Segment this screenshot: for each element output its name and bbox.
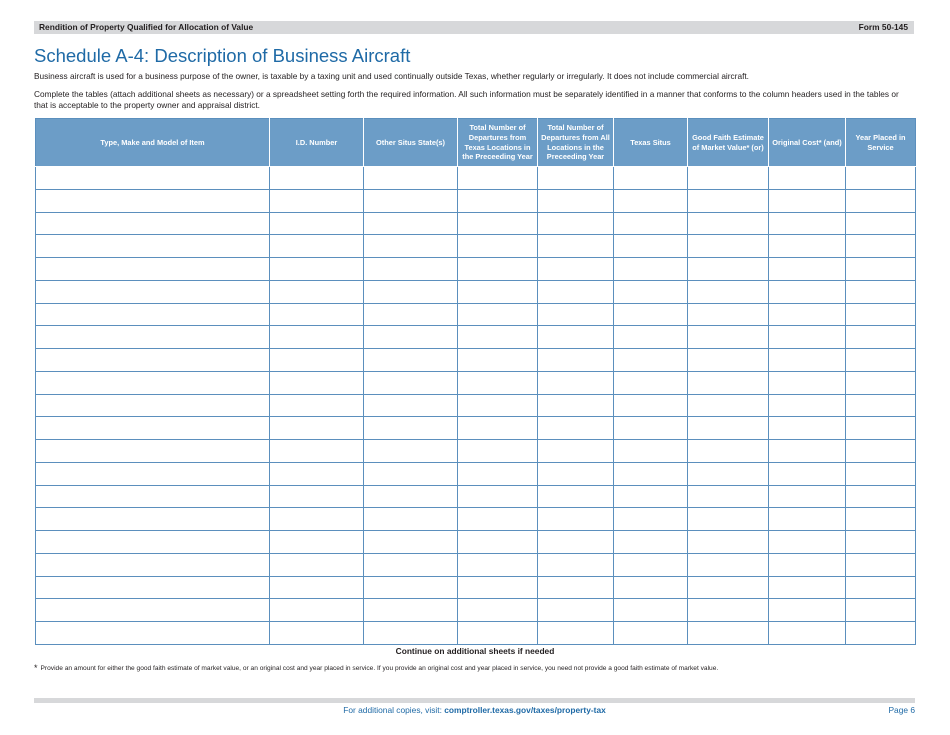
table-row — [36, 303, 916, 326]
cell-other-situs-states[interactable] — [364, 371, 458, 394]
cell-other-situs-states[interactable] — [364, 599, 458, 622]
cell-all-departures[interactable] — [538, 576, 614, 599]
cell-texas-situs[interactable] — [614, 508, 688, 531]
cell-texas-departures[interactable] — [458, 440, 538, 463]
instructions-paragraph: Complete the tables (attach additional sheets as necessary) or a spreadsheet setting forth the required information. All such information must be separately identified in a manner that conforms to the column headers used in the tables or that is acceptable to the property owner and appraisal district. — [34, 89, 899, 110]
table-row — [36, 212, 916, 235]
cell-market-value[interactable] — [688, 371, 769, 394]
cell-all-departures[interactable] — [538, 189, 614, 212]
cell-year-placed[interactable] — [846, 462, 916, 485]
cell-original-cost[interactable] — [769, 394, 846, 417]
table-row — [36, 462, 916, 485]
column-header-year-placed: Year Placed in Service — [846, 119, 916, 167]
cell-texas-situs[interactable] — [614, 462, 688, 485]
cell-all-departures[interactable] — [538, 508, 614, 531]
cell-market-value[interactable] — [688, 235, 769, 258]
cell-other-situs-states[interactable] — [364, 553, 458, 576]
cell-type-make-model[interactable] — [36, 531, 270, 554]
cell-all-departures[interactable] — [538, 303, 614, 326]
cell-id-number[interactable] — [270, 167, 364, 190]
table-row — [36, 440, 916, 463]
table-row — [36, 235, 916, 258]
cell-original-cost[interactable] — [769, 189, 846, 212]
cell-type-make-model[interactable] — [36, 189, 270, 212]
cell-id-number[interactable] — [270, 462, 364, 485]
cell-all-departures[interactable] — [538, 167, 614, 190]
cell-year-placed[interactable] — [846, 622, 916, 645]
cell-original-cost[interactable] — [769, 553, 846, 576]
table-row — [36, 599, 916, 622]
cell-all-departures[interactable] — [538, 258, 614, 281]
cell-type-make-model[interactable] — [36, 485, 270, 508]
cell-market-value[interactable] — [688, 417, 769, 440]
cell-other-situs-states[interactable] — [364, 189, 458, 212]
cell-id-number[interactable] — [270, 258, 364, 281]
cell-market-value[interactable] — [688, 508, 769, 531]
table-header-row — [36, 119, 916, 167]
cell-market-value[interactable] — [688, 553, 769, 576]
cell-type-make-model[interactable] — [36, 212, 270, 235]
cell-original-cost[interactable] — [769, 462, 846, 485]
cell-other-situs-states[interactable] — [364, 462, 458, 485]
cell-other-situs-states[interactable] — [364, 440, 458, 463]
cell-id-number[interactable] — [270, 280, 364, 303]
cell-type-make-model[interactable] — [36, 303, 270, 326]
table-row — [36, 394, 916, 417]
cell-original-cost[interactable] — [769, 212, 846, 235]
cell-all-departures[interactable] — [538, 599, 614, 622]
cell-other-situs-states[interactable] — [364, 576, 458, 599]
column-header-original-cost: Original Cost* (and) — [769, 119, 846, 167]
cell-original-cost[interactable] — [769, 576, 846, 599]
cell-all-departures[interactable] — [538, 212, 614, 235]
form-header-bar — [34, 21, 914, 34]
cell-other-situs-states[interactable] — [364, 280, 458, 303]
comptroller-link[interactable]: comptroller.texas.gov/taxes/property-tax — [444, 705, 606, 715]
cell-year-placed[interactable] — [846, 440, 916, 463]
cell-texas-situs[interactable] — [614, 258, 688, 281]
cell-other-situs-states[interactable] — [364, 349, 458, 372]
cell-id-number[interactable] — [270, 622, 364, 645]
cell-all-departures[interactable] — [538, 622, 614, 645]
cell-type-make-model[interactable] — [36, 235, 270, 258]
cell-id-number[interactable] — [270, 303, 364, 326]
cell-texas-situs[interactable] — [614, 235, 688, 258]
cell-market-value[interactable] — [688, 599, 769, 622]
page-footer — [34, 704, 915, 716]
column-header-texas-situs: Texas Situs — [614, 119, 688, 167]
cell-texas-departures[interactable] — [458, 417, 538, 440]
table-row — [36, 508, 916, 531]
cell-original-cost[interactable] — [769, 508, 846, 531]
table-row — [36, 371, 916, 394]
cell-type-make-model[interactable] — [36, 417, 270, 440]
cell-type-make-model[interactable] — [36, 167, 270, 190]
cell-texas-situs[interactable] — [614, 622, 688, 645]
cell-all-departures[interactable] — [538, 280, 614, 303]
cell-id-number[interactable] — [270, 394, 364, 417]
cell-year-placed[interactable] — [846, 576, 916, 599]
cell-id-number[interactable] — [270, 189, 364, 212]
cell-texas-situs[interactable] — [614, 371, 688, 394]
cell-market-value[interactable] — [688, 349, 769, 372]
cell-market-value[interactable] — [688, 258, 769, 281]
table-row — [36, 349, 916, 372]
cell-other-situs-states[interactable] — [364, 167, 458, 190]
cell-texas-situs[interactable] — [614, 189, 688, 212]
cell-original-cost[interactable] — [769, 531, 846, 554]
footnote-text: Provide an amount for either the good faith estimate of market value, or an original cost and year placed in service. If you provide an original cost and year placed in service, you need not provide a good faith estimate of market value. — [40, 665, 719, 672]
cell-year-placed[interactable] — [846, 258, 916, 281]
cell-year-placed[interactable] — [846, 235, 916, 258]
table-row — [36, 622, 916, 645]
cell-texas-departures[interactable] — [458, 622, 538, 645]
table-row — [36, 531, 916, 554]
cell-id-number[interactable] — [270, 326, 364, 349]
cell-texas-departures[interactable] — [458, 212, 538, 235]
cell-all-departures[interactable] — [538, 235, 614, 258]
table-row — [36, 258, 916, 281]
cell-market-value[interactable] — [688, 326, 769, 349]
cell-all-departures[interactable] — [538, 462, 614, 485]
cell-market-value[interactable] — [688, 280, 769, 303]
cell-year-placed[interactable] — [846, 417, 916, 440]
cell-texas-departures[interactable] — [458, 235, 538, 258]
cell-other-situs-states[interactable] — [364, 622, 458, 645]
cell-texas-situs[interactable] — [614, 326, 688, 349]
cell-id-number[interactable] — [270, 576, 364, 599]
cell-id-number[interactable] — [270, 508, 364, 531]
cell-id-number[interactable] — [270, 417, 364, 440]
cell-market-value[interactable] — [688, 303, 769, 326]
cell-texas-situs[interactable] — [614, 576, 688, 599]
cell-type-make-model[interactable] — [36, 576, 270, 599]
cell-all-departures[interactable] — [538, 440, 614, 463]
cell-texas-situs[interactable] — [614, 303, 688, 326]
cell-type-make-model[interactable] — [36, 622, 270, 645]
cell-year-placed[interactable] — [846, 394, 916, 417]
cell-texas-situs[interactable] — [614, 485, 688, 508]
continue-note: Continue on additional sheets if needed — [395, 646, 555, 656]
cell-year-placed[interactable] — [846, 280, 916, 303]
column-header-texas-departures: Total Number of Departures from Texas Locations in the Preceeding Year — [458, 119, 538, 167]
cell-texas-departures[interactable] — [458, 462, 538, 485]
cell-market-value[interactable] — [688, 189, 769, 212]
cell-all-departures[interactable] — [538, 394, 614, 417]
cell-id-number[interactable] — [270, 371, 364, 394]
cell-year-placed[interactable] — [846, 326, 916, 349]
cell-id-number[interactable] — [270, 212, 364, 235]
cell-type-make-model[interactable] — [36, 326, 270, 349]
cell-type-make-model[interactable] — [36, 349, 270, 372]
cell-type-make-model[interactable] — [36, 258, 270, 281]
cell-year-placed[interactable] — [846, 371, 916, 394]
cell-original-cost[interactable] — [769, 349, 846, 372]
cell-id-number[interactable] — [270, 553, 364, 576]
cell-all-departures[interactable] — [538, 485, 614, 508]
cell-original-cost[interactable] — [769, 280, 846, 303]
table-row — [36, 553, 916, 576]
cell-original-cost[interactable] — [769, 167, 846, 190]
cell-texas-departures[interactable] — [458, 349, 538, 372]
cell-texas-departures[interactable] — [458, 189, 538, 212]
intro-paragraph: Business aircraft is used for a business purpose of the owner, is taxable by a taxing unit and used continually outside Texas, whether regularly or irregularly. It does not include commercial aircraft. — [34, 71, 749, 81]
cell-type-make-model[interactable] — [36, 462, 270, 485]
cell-original-cost[interactable] — [769, 417, 846, 440]
cell-type-make-model[interactable] — [36, 280, 270, 303]
page-number: Page 6 — [888, 705, 915, 715]
cell-year-placed[interactable] — [846, 212, 916, 235]
cell-texas-situs[interactable] — [614, 599, 688, 622]
cell-texas-situs[interactable] — [614, 440, 688, 463]
footnote-marker: * — [34, 663, 38, 673]
cell-year-placed[interactable] — [846, 531, 916, 554]
cell-texas-situs[interactable] — [614, 280, 688, 303]
footer-bar — [34, 698, 915, 703]
cell-texas-departures[interactable] — [458, 394, 538, 417]
cell-market-value[interactable] — [688, 440, 769, 463]
cell-market-value[interactable] — [688, 462, 769, 485]
cell-all-departures[interactable] — [538, 417, 614, 440]
cell-texas-situs[interactable] — [614, 167, 688, 190]
cell-market-value[interactable] — [688, 576, 769, 599]
page-title: Schedule A-4: Description of Business Aircraft — [34, 45, 411, 66]
table-body — [36, 167, 916, 645]
cell-original-cost[interactable] — [769, 485, 846, 508]
cell-texas-departures[interactable] — [458, 371, 538, 394]
table-row — [36, 485, 916, 508]
cell-id-number[interactable] — [270, 349, 364, 372]
cell-other-situs-states[interactable] — [364, 235, 458, 258]
cell-texas-situs[interactable] — [614, 417, 688, 440]
cell-all-departures[interactable] — [538, 531, 614, 554]
cell-market-value[interactable] — [688, 167, 769, 190]
cell-id-number[interactable] — [270, 531, 364, 554]
cell-all-departures[interactable] — [538, 326, 614, 349]
cell-year-placed[interactable] — [846, 167, 916, 190]
table-row — [36, 326, 916, 349]
cell-other-situs-states[interactable] — [364, 326, 458, 349]
cell-other-situs-states[interactable] — [364, 417, 458, 440]
column-header-all-departures: Total Number of Departures from All Locations in the Preceeding Year — [538, 119, 614, 167]
cell-other-situs-states[interactable] — [364, 258, 458, 281]
table-row — [36, 189, 916, 212]
cell-year-placed[interactable] — [846, 349, 916, 372]
cell-year-placed[interactable] — [846, 485, 916, 508]
cell-market-value[interactable] — [688, 485, 769, 508]
cell-other-situs-states[interactable] — [364, 485, 458, 508]
cell-market-value[interactable] — [688, 394, 769, 417]
cell-original-cost[interactable] — [769, 599, 846, 622]
cell-id-number[interactable] — [270, 235, 364, 258]
cell-texas-departures[interactable] — [458, 553, 538, 576]
table-row — [36, 417, 916, 440]
cell-original-cost[interactable] — [769, 440, 846, 463]
cell-type-make-model[interactable] — [36, 371, 270, 394]
cell-id-number[interactable] — [270, 599, 364, 622]
cell-type-make-model[interactable] — [36, 508, 270, 531]
cell-id-number[interactable] — [270, 440, 364, 463]
cell-original-cost[interactable] — [769, 303, 846, 326]
table-row — [36, 576, 916, 599]
cell-original-cost[interactable] — [769, 326, 846, 349]
cell-original-cost[interactable] — [769, 258, 846, 281]
cell-texas-situs[interactable] — [614, 212, 688, 235]
column-header-market-value: Good Faith Estimate of Market Value* (or) — [688, 119, 769, 167]
cell-other-situs-states[interactable] — [364, 508, 458, 531]
form-name: Rendition of Property Qualified for Allocation of Value — [39, 22, 254, 32]
cell-texas-situs[interactable] — [614, 531, 688, 554]
cell-texas-departures[interactable] — [458, 280, 538, 303]
cell-year-placed[interactable] — [846, 189, 916, 212]
aircraft-table — [35, 118, 916, 645]
cell-texas-situs[interactable] — [614, 394, 688, 417]
cell-texas-departures[interactable] — [458, 531, 538, 554]
cell-all-departures[interactable] — [538, 553, 614, 576]
cell-year-placed[interactable] — [846, 508, 916, 531]
table-row — [36, 167, 916, 190]
cell-texas-situs[interactable] — [614, 349, 688, 372]
cell-other-situs-states[interactable] — [364, 394, 458, 417]
table-row — [36, 280, 916, 303]
cell-year-placed[interactable] — [846, 553, 916, 576]
cell-texas-situs[interactable] — [614, 553, 688, 576]
cell-other-situs-states[interactable] — [364, 212, 458, 235]
cell-texas-departures[interactable] — [458, 326, 538, 349]
cell-market-value[interactable] — [688, 531, 769, 554]
cell-texas-departures[interactable] — [458, 508, 538, 531]
cell-original-cost[interactable] — [769, 235, 846, 258]
footnote — [34, 664, 914, 673]
cell-texas-departures[interactable] — [458, 167, 538, 190]
cell-type-make-model[interactable] — [36, 440, 270, 463]
cell-texas-departures[interactable] — [458, 303, 538, 326]
cell-original-cost[interactable] — [769, 371, 846, 394]
cell-type-make-model[interactable] — [36, 553, 270, 576]
cell-texas-departures[interactable] — [458, 576, 538, 599]
column-header-type-make-model: Type, Make and Model of Item — [36, 119, 270, 167]
form-number: Form 50-145 — [858, 22, 908, 32]
column-header-id-number: I.D. Number — [270, 119, 364, 167]
cell-type-make-model[interactable] — [36, 394, 270, 417]
cell-id-number[interactable] — [270, 485, 364, 508]
footer-prefix: For additional copies, visit: — [343, 705, 445, 715]
cell-texas-departures[interactable] — [458, 485, 538, 508]
cell-type-make-model[interactable] — [36, 599, 270, 622]
cell-all-departures[interactable] — [538, 349, 614, 372]
cell-all-departures[interactable] — [538, 371, 614, 394]
cell-other-situs-states[interactable] — [364, 303, 458, 326]
column-header-other-situs-states: Other Situs State(s) — [364, 119, 458, 167]
cell-texas-departures[interactable] — [458, 599, 538, 622]
cell-texas-departures[interactable] — [458, 258, 538, 281]
cell-original-cost[interactable] — [769, 622, 846, 645]
cell-market-value[interactable] — [688, 622, 769, 645]
cell-year-placed[interactable] — [846, 303, 916, 326]
cell-market-value[interactable] — [688, 212, 769, 235]
cell-year-placed[interactable] — [846, 599, 916, 622]
cell-other-situs-states[interactable] — [364, 531, 458, 554]
